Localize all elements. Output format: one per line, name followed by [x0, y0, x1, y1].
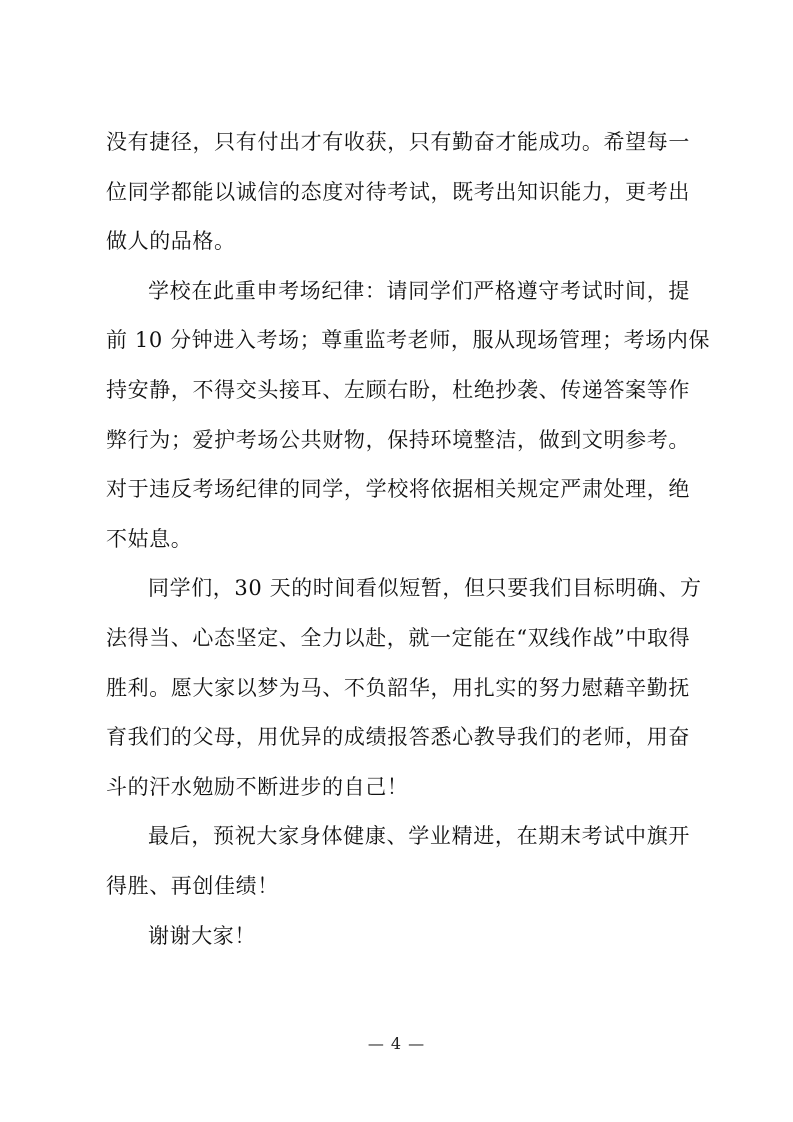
text-line: 前 10 分钟进入考场；尊重监考老师，服从现场管理；考场内保: [106, 328, 711, 353]
paragraph-thanks: [106, 912, 690, 962]
text-line: 最后，预祝大家身体健康、学业精进，在期末考试中旗开: [148, 824, 690, 849]
text-line: 谢谢大家！: [148, 923, 256, 948]
text-line: 同学们，30 天的时间看似短暂，但只要我们目标明确、方: [148, 576, 702, 601]
text-line: 没有捷径，只有付出才有收获，只有勤奋才能成功。希望每一: [106, 130, 690, 154]
page-number: — 4 —: [367, 1034, 426, 1053]
text-line: 法得当、心态坚定、全力以赴，就一定能在“双线作战”中取得: [106, 625, 691, 650]
text-line: 持安静，不得交头接耳、左顾右盼，杜绝抄袭、传递答案等作: [106, 377, 690, 402]
text-line: 弊行为；爱护考场公共财物，保持环境整洁，做到文明参考。: [106, 427, 690, 452]
text-line: 位同学都能以诚信的态度对待考试，既考出知识能力，更考出: [106, 179, 690, 204]
text-line: 得胜、再创佳绩！: [106, 873, 279, 898]
text-line: 胜利。愿大家以梦为马、不负韶华，用扎实的努力慰藉辛勤抚: [106, 675, 690, 700]
text-line: 学校在此重申考场纪律：请同学们严格遵守考试时间，提: [148, 278, 690, 303]
body-text: [106, 118, 711, 961]
text-line: 育我们的父母，用优异的成绩报答悉心教导我们的老师，用奋: [106, 725, 690, 750]
text-line: 对于违反考场纪律的同学，学校将依据相关规定严肃处理，绝: [106, 477, 690, 502]
paragraph-exam-discipline: [106, 267, 711, 565]
text-line: 做人的品格。: [106, 229, 236, 254]
paragraph-encouragement: [106, 564, 702, 812]
text-line: 不姑息。: [106, 526, 193, 551]
paragraph-wishes: [106, 812, 690, 911]
paragraph-1: [106, 118, 690, 267]
text-line: 斗的汗水勉励不断进步的自己！: [106, 774, 409, 799]
